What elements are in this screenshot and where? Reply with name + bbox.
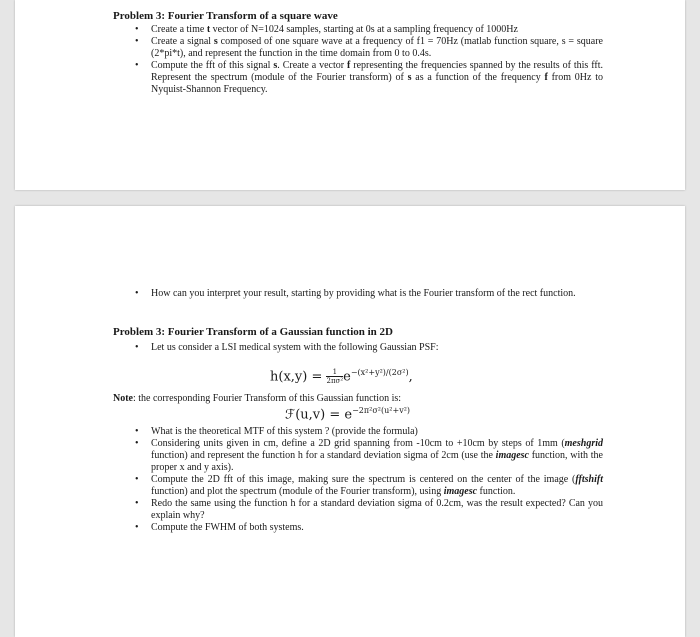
item-text: Compute the fft of this signal — [151, 60, 274, 71]
note-text: : the corresponding Fourier Transform of this Gaussian function is: — [133, 393, 402, 404]
note-line — [113, 393, 401, 404]
item-text: function) and represent the function h for a standard deviation sigma of 2cm (use the — [151, 450, 496, 461]
item-text: Compute the FWHM of both systems. — [151, 522, 304, 533]
item-text: Compute the 2D fft of this image, making sure the spectrum is centered on the center of the image ( — [151, 474, 576, 485]
list-item — [113, 426, 603, 438]
list-item — [113, 438, 603, 474]
document-page-2 — [15, 206, 685, 637]
bullet-icon: • — [135, 498, 139, 509]
list-item — [113, 474, 603, 498]
item-text: function) and plot the spectrum (module of the Fourier transform), using — [151, 486, 444, 497]
item-text-bold-italic: imagesc — [443, 486, 478, 497]
list-item — [113, 24, 603, 36]
bullet-icon: • — [135, 36, 139, 47]
list-item — [113, 498, 603, 522]
interpret-list — [113, 288, 603, 300]
list-item — [113, 288, 603, 300]
item-text-bold: s — [273, 60, 278, 71]
list-item — [113, 342, 603, 354]
item-text: Redo the same using the function h for a standard deviation sigma of 0.2cm, was the result expected? Can you explain why? — [151, 498, 603, 521]
fraction-denominator: 2πσ² — [326, 377, 344, 386]
item-text-bold-italic: imagesc — [495, 450, 529, 461]
problem-title: Problem 3: Fourier Transform of a square wave — [113, 10, 338, 22]
item-text-bold: s — [407, 72, 412, 83]
list-item — [113, 522, 603, 534]
list-item — [113, 36, 603, 60]
item-text: Create a signal — [151, 36, 214, 47]
bullet-icon: • — [135, 438, 139, 449]
bullet-icon: • — [135, 342, 139, 353]
note-label: Note — [113, 393, 133, 404]
psf-list — [113, 342, 603, 354]
task-list — [113, 24, 603, 96]
item-text: Let us consider a LSI medical system with the following Gaussian PSF: — [151, 342, 439, 353]
item-text-bold: f — [544, 72, 548, 83]
item-text: representing the frequencies spanned by the results of this fft. Represent the spectrum (module of the Fourier transform) of — [151, 60, 603, 83]
problem-title-gaussian: Problem 3: Fourier Transform of a Gaussian function in 2D — [113, 326, 393, 338]
bullet-icon: • — [135, 60, 139, 71]
formula-fraction — [326, 368, 343, 385]
bullet-icon: • — [135, 288, 139, 299]
item-text-bold-italic: meshgrid — [564, 438, 603, 449]
item-text: as a function of the frequency — [411, 72, 545, 83]
item-text: function. — [477, 486, 516, 497]
list-item — [113, 60, 603, 96]
item-text: composed of one square wave at a frequency of f1 = 70Hz (matlab function square, s = square (2*pi*t), and represent the function in the time domain from 0 to 0.4s. — [151, 36, 604, 59]
ft-formula — [285, 406, 410, 422]
item-text: . Create a vector — [277, 60, 348, 71]
item-text: What is the theoretical MTF of this system ? (provide the formula) — [151, 426, 418, 437]
psf-formula — [270, 368, 413, 385]
bullet-icon: • — [135, 522, 139, 533]
formula-lhs: h(x,y) = — [270, 369, 327, 385]
item-text: Create a time — [151, 24, 207, 35]
fraction-numerator: 1 — [326, 368, 343, 377]
item-text: Considering units given in cm, define a 2D grid spanning from -10cm to +10cm by steps of 1mm ( — [151, 438, 565, 449]
formula-exponent: −(x²+y²)/(2σ²) — [350, 368, 409, 377]
formula-exp-base: e — [343, 369, 351, 385]
item-text: vector of N=1024 samples, starting at 0s at a sampling frequency of 1000Hz — [210, 24, 518, 35]
item-text: How can you interpret your result, starting by providing what is the Fourier transform of the rect function. — [151, 288, 576, 299]
formula-exponent: −2π²σ²(u²+v²) — [352, 406, 411, 415]
formula-lhs: ℱ(u,v) = e — [285, 407, 353, 423]
bullet-icon: • — [135, 426, 139, 437]
item-text-bold: s — [213, 36, 218, 47]
document-page-1 — [15, 0, 685, 190]
item-text: from 0Hz to Nyquist-Shannon Frequency. — [151, 72, 603, 95]
bullet-icon: • — [135, 474, 139, 485]
item-text: function, with the proper x and y axis). — [151, 450, 603, 473]
item-text-bold: t — [206, 24, 211, 35]
bullet-icon: • — [135, 24, 139, 35]
formula-tail: , — [408, 369, 413, 385]
item-text-bold-italic: fftshift — [575, 474, 603, 485]
gaussian-task-list — [113, 426, 603, 534]
item-text-bold: f — [347, 60, 351, 71]
